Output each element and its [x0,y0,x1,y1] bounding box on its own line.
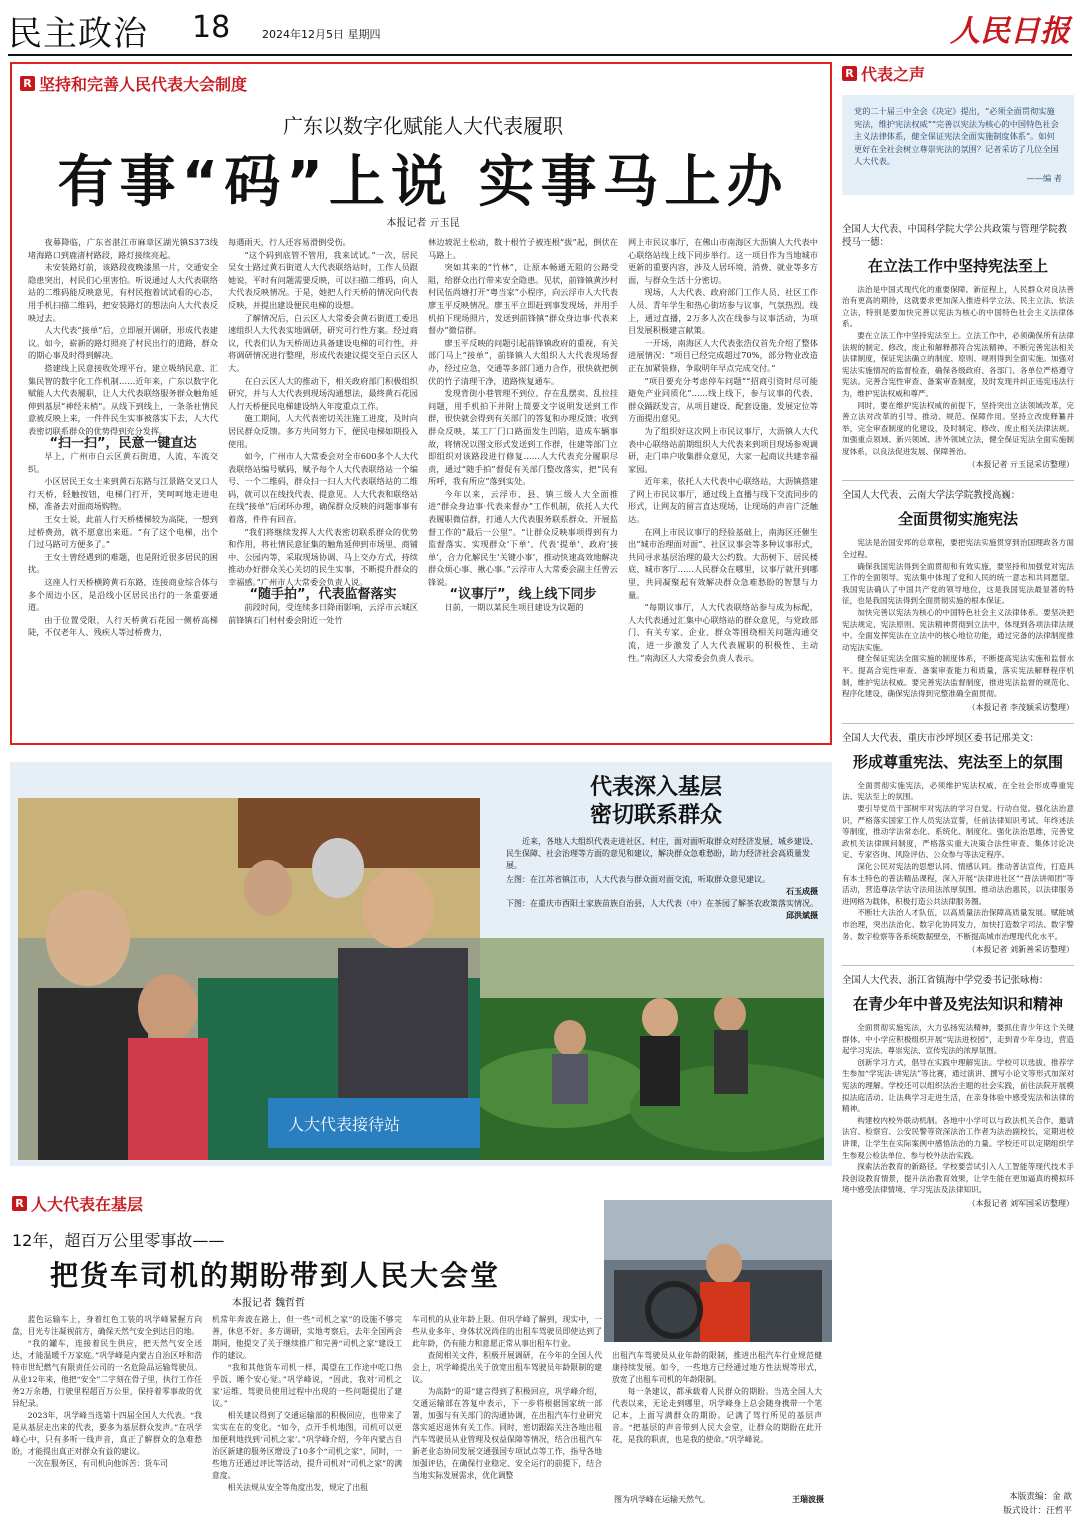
photo-credit: 邱洪斌摄 [786,909,818,920]
publication-date: 2024年12月5日 星期四 [262,28,381,41]
paragraph: 突如其来的“竹林”，让原本畅通无阻的公路受阻，给群众出行带来安全隐患。见状，前锋镇黄沙村村民伍尚塘打开“粤当家”小程序，向云浮市人大代表廖玉平反映情况。廖玉平立即赶到事发现场，并用手机拍下现场照片，发送到前锋镇“群众身边事·代表来督办”微信群。 [428,262,618,336]
paragraph: 相关法规从安全等角度出发，规定了出租 [227,1483,368,1492]
deputy-item [842,215,1074,471]
section-subhead: “扫一扫”，民意一键直达 [49,435,197,451]
bottom-headline: 把货车司机的期盼带到人民大会堂 [50,1259,501,1292]
deputy-intro: 全国人大代表、中国科学院大学公共政策与管理学院教授马一德： [842,223,1068,248]
reporter-credit: （本报记者 李茂颖采访整理） [967,702,1074,712]
column-label-text: 代表之声 [861,65,926,84]
paragraph: 查阅相关文件，积极开展调研，在今年的全国人代会上，巩学峰提出关于放宽出租车驾驶员年龄限制的建议。 [412,1351,602,1384]
paragraph: 在网上市民议事厅的经验基础上，南海区还催生出“城市治理面对面”、社区议事会等多种议事形式，共同寻求基层治理的最大公约数。大沥树下、居民楼底、城市客厅……人民群众在哪里，议事厅就开到哪里，共同凝聚起有效解决群众急难愁盼的智慧与力量。 [628,526,818,600]
caption-bottom: 下图：在重庆市酉阳土家族苗族自治县，人大代表（中）在茶园了解茶农政策落实情况。 [506,898,818,908]
title-line: 密切联系群众 [589,803,722,828]
paragraph: 施工期间，人大代表密切关注施工进度，及时向居民群众反馈。多方共同努力下，便民电梯如期投入使用。 [228,413,418,449]
paragraph: 如今，广州市人大常委会对全市600多个人大代表联络站编号赋码，赋予每个人大代表联络站一个编号、一个二维码，群众扫一扫人大代表联络站的二维码，就可以在线找代表、提意见。人大代表和联络站在线“接单”后闭环办理，确保群众反映的问题事事有着落，件件有回音。 [228,451,418,525]
photo-feature-title [486,774,826,830]
top-story [10,62,832,745]
photo-caption [506,836,818,922]
right-column-label [842,62,1074,85]
deputy-item [842,965,1074,1209]
paragraph: 一次在服务区，有司机向他诉苦：货车司 [27,1459,168,1468]
r-badge-icon: R [842,66,857,81]
paragraph: 法治是中国式现代化的重要保障。新征程上，人民群众对良法善治有更高的期待，这就要求更加深入推进科学立法、民主立法、依法立法，特别是要加快完善以宪法为核心的中国特色社会主义法律体系。 [842,284,1074,329]
paragraph: 不断壮大法治人才队伍，以高质量法治保障高质量发展。赋能城市治理，突出法治化、数字化协同发力，加快打造数字司法、数字警务、数字检察等各系统数据壁垒，不断提高城市治理现代化水平。 [842,908,1074,941]
deputy-intro: 全国人大代表、重庆市沙坪坝区委书记邢美文： [842,732,1039,744]
editor-signature: ——编 者 [1026,172,1062,183]
paragraph: 每遇雨天，行人还容易滑倒受伤。 [228,237,351,247]
story-body [28,236,818,736]
paragraph: 一开场，南海区人大代表张浩仪首先介绍了整体进展情况：“项目已经完成超过70%，部分物业改造正在加紧装修，争取明年早点完成交付。” [628,337,818,373]
paragraph: 要在立法工作中坚持宪法至上。立法工作中，必须确保所有法律法规的制定、修改、废止和解释都符合宪法精神。不断完善宪法相关法律制度，保证宪法确立的制度、原则、规则得到全面实施。加强对宪法实施情况的监督检查，确保各级政府、各部门、各单位严格遵守宪法。完善合宪性审查、备案审查制度，及时发现并纠正违宪违法行为，维护宪法权威和尊严。 [842,330,1074,398]
editor-note [842,95,1074,195]
deputy-title: 在青少年中普及宪法知识和精神 [852,995,1063,1014]
photo-truck-driver [604,1200,832,1342]
paragraph: 车司机的从业年龄上限。但巩学峰了解到，现实中，一些从业多年、身体状况尚佳的出租车驾驶员即使达到了此年龄，仍有能力和意愿正常从事出租车行业。 [412,1315,602,1348]
paragraph: 每一条建议，都承载着人民群众的期盼。当选全国人大代表以来，无论走到哪里，巩学峰身上总会随身携带一个笔记本，上面写满群众的期盼。记满了驾行所见的基层声音。“把基层的声音带到人民大会堂，让群众的期盼在此开花，是我的职责，也是我的使命。”巩学峰说。 [612,1387,822,1444]
paragraph: 要引导党员干部树牢对宪法的学习自觉、行动自觉。强化法治意识，严格落实国家工作人员宪法宣誓，任前法律知识考试、年终述法等制度，推动学法常态化、系统化、制度化。强化法治思维，完善党政机关法律顾问制度，严格落实重大决策合法性审查、集体讨论决定、专家咨询、风险评估、公众参与等法定程序。 [842,803,1074,860]
paragraph: 出租汽车驾驶员从业年龄的限制，推进出租汽车行业规范健康持续发展。如今，一些地方已经通过地方性法规等形式，放宽了出租车司机的年龄限制。 [612,1351,822,1384]
page-number: 18 [192,10,231,45]
paragraph: 今年以来，云浮市、县、镇三级人大全面推进“群众身边事·代表来督办”工作机制，依托人大代表履职微信群，打通人大代表服务联系群众、开展监督工作的“最后一公里”。“让群众反映事项得到有力监督落实、实现群众‘下单’、代表‘提单’、政府‘接单’，合力化解民生‘关键小事’，推动快速高效地解决群众烦心事、揪心事。”云浮市人大常委会副主任曾云锋说。 [428,488,618,588]
paragraph: 构建校内校外联动机制。各地中小学可以与政法机关合作，邀请法官、检察官、公安民警等资深法治工作者为法治副校长，定期进校讲课，让学生在实际案例中感悟法治的力量。学校还可以定期组织学生参观公检法单位、参与校外法治实践。 [842,1115,1074,1160]
newspaper-logo: 人民日报 [950,14,1070,49]
caption-intro: 近来，各地人大组织代表走进社区、村庄，面对面听取群众对经济发展、城乡建设、民生保障、社会治理等方面的意见和建议，解决群众急难愁盼，助力经济社会高质量发展。 [506,837,818,870]
bottom-column-label [12,1192,143,1215]
story-column-3 [428,236,618,736]
paragraph: “每期议事厅，人大代表联络站参与成为标配，人大代表通过汇集中心联络站的群众意见，与党政部门、有关专家、企业、群众等围绕相关问题沟通交流，进一步激发了人大代表履职的积极性、主动性。”南海区人大常委会负责人表示。 [628,602,818,663]
paragraph: 林边坡泥土松动，数十根竹子被连根“拔”起，倒伏在马路上。 [428,237,618,260]
paragraph: 确保我国宪法得到全面贯彻和有效实施，要坚持和加强党对宪法工作的全面领导。宪法集中体现了党和人民的统一意志和共同愿望。我国宪法确认了中国共产党的领导地位，这是我国宪法最显著的特征，也是我国宪法得到全面贯彻实施的根本保证。 [842,561,1074,606]
photo-tea-garden [480,938,824,1160]
paragraph: 蓝色运输车上，身着红色工装的巩学峰紧握方向盘，目光专注凝视前方，确保天然气安全到达目的地。 [12,1315,202,1336]
paragraph: 同时，要在维护宪法权威的前提下，坚持突出立法领域改革，完善立法对改革的引导、推动、规范、保障作用。坚持立改废释纂并举，完全审查制度的化建设，及时制定、修改、废止相关法律法规。加强重点领域、新兴领域、涉外领域立法，健全保证宪法全面实施制度体系，以良法促进发展、保障善治。 [842,400,1074,456]
deputy-body [842,537,1074,699]
deputy-body [842,780,1074,942]
paragraph: 王女士说，此前人行天桥楼梯较为高陡，一想到过桥费劲，就不愿意出来逛。“有了这个电梯，出个门过马路可方便多了。” [28,514,218,550]
editor-note-text: 党的二十届三中全会《决定》提出，“必须全面贯彻实施宪法，维护宪法权威”“完善以宪法为核心的中国特色社会主义法律体系，健全保证宪法全面实施制度体系”。如何更好在全社会树立尊崇宪法的氛围？记者采访了几位全国人大代表。 [854,106,1059,167]
caption-top: 左图：在江苏省镇江市，人大代表与群众面对面交流，听取群众意见建议。 [506,875,770,885]
bottom-byline: 本报记者 魏哲哲 [232,1298,306,1309]
paragraph: 相关建议得到了交通运输部的积极回应，也带来了实实在在的变化。“如今，点开手机地图，司机可以更加便利地找到‘司机之家’。”巩学峰介绍，今年内蒙古自治区新建的服务区增设了10多个“司机之家”，同时，一些地方还通过评比等活动，提升司机对“司机之家”的满意度。 [212,1411,402,1480]
section-subhead: “议事厅”，线上线下同步 [449,586,597,602]
photo-credit: 石玉成摄 [786,886,818,897]
story-column-1 [12,1314,202,1520]
paragraph: 搭建线上民意接收处理平台，建立吸纳民意、汇集民智的数字化工作机制……近年来，广东以数字化赋能人大代表履职，让人大代表联络服务群众触角延伸到基层“神经末梢”。从线下到线上，一条条社情民意被反映上来，一件件民生实事被落实下去，人大代表密切联系群众的优势得到充分发挥。 [28,362,218,436]
r-badge-icon: R [20,76,35,91]
paragraph: 宪法是治国安邦的总章程，要把宪法实施贯穿到治国理政各方面全过程。 [842,538,1074,560]
paragraph: 现场，人大代表、政府部门工作人员、社区工作人员、青年学生和热心街坊参与议事，气氛热烈。线上，通过直播，2万多人次在线参与议事活动，为项目发展积极建言献策。 [628,287,818,336]
paragraph: 前段时间，受连续多日降雨影响，云浮市云城区前锋镇石门村村委会附近一处竹 [228,602,418,625]
paragraph: 夜幕降临，广东省湛江市麻章区湖光镇S373线堵海路口到鹿渚村路段，路灯接续亮起。 [28,237,218,260]
story-column-1 [28,236,218,736]
paragraph: 人大代表“接单”后，立即展开调研，形成代表建议。如今，崭新的路灯照亮了村民出行的道路，群众的期心事及时得到解决。 [28,325,218,361]
paragraph: 未安装路灯前，该路段夜晚漆黑一片，交通安全隐患突出，村民们心里害怕。听说通过人大代表联络站的二维码能反映意见，有村民抱着试试看的心态，用手机扫描二维码，把安装路灯的想法向人大代表反映过去。 [28,262,218,323]
paragraph: 创新学习方式，倡导在实践中理解宪法。学校可以选拔、推荐学生参加“学宪法·讲宪法”等比赛，通过演讲、撰写小论文等形式加深对宪法的理解。学校还可以组织法治主题的社会实践，前往法院开展模拟法庭活动、让法典学习走进生活，在亲身体验中感受宪法和法律的精神。 [842,1057,1074,1114]
column-label-text: 坚持和完善人民代表大会制度 [39,75,248,94]
paragraph: “我和其他货车司机一样，渴望在工作途中吃口热乎饭、睡个安心觉。”巩学峰说，“因此，我对‘司机之家’运维、驾驶员使用过程中出现的一些问题提出了建议。” [212,1363,402,1408]
reporter-credit: （本报记者 刘军国采访整理） [967,1199,1074,1208]
paragraph: 为了组织好这次网上市民议事厅，大沥镇人大代表中心联络站前期组织人大代表来到项目现场参观调研，走门串户收集群众意见，大家一起商议共建幸福家园。 [628,425,818,474]
story-column-4 [612,1350,822,1490]
deputy-item [842,723,1074,955]
paragraph: 了解情况后，白云区人大常委会黄石街道工委迅速组织人大代表实地调研，研究可行性方案。经过商议，代表们认为天桥周边具备建设电梯的可行性，并将调研情况进行整理，形成代表建议提交至白云区人大。 [228,312,418,373]
paragraph: 王女士曾经遇到的难题，也是附近很多居民的困扰。 [28,551,218,575]
photo-deputies-meeting [18,798,480,1160]
column-label-text: 人大代表在基层 [31,1195,144,1214]
paragraph: 小区居民王女士来到黄石东路与江景路交叉口人行天桥，轻触按钮，电梯门打开，笑呵呵地走进电梯，准备去对面商场购物。 [28,476,218,512]
right-column [842,62,1074,1209]
paragraph: 探索法治教育的新路径。学校要尝试引入人工智能等现代技术手段创设教育情景，提升法治教育效果，让学生能在更加逼真的模拟环境中感受法律情境、学习宪法及法律知识。 [842,1162,1074,1195]
paragraph: 在白云区人大的推动下，相关政府部门积极组织研究，并与人大代表到现场沟通想法，最终黄石花园人行天桥便民电梯建设纳入年度重点工作。 [228,375,418,411]
story-column-4 [628,236,818,736]
paragraph: 加快完善以宪法为核心的中国特色社会主义法律体系。要坚决把宪法规定、宪法原则、宪法精神贯彻到立法中，体现到各项法律法规中。全面发挥宪法在立法中的核心地位功能，通过完备的法律制度推动宪法实施。 [842,608,1074,652]
paragraph: “我的罐车，连接着民生供应，把天然气安全送达，才能温暖千万家庭。”巩学峰是内蒙古自治区呼和浩特市世纪燃气有限责任公司的一名危险品运输驾驶员。从业12年来，他把“安全”二字刻在骨子里，执行工作任务2万余趟，行驶里程超百万公里，保持着零事故的优异纪录。 [12,1339,202,1408]
story-column-2 [228,236,418,736]
story-subtitle: 广东以数字化赋能人大代表履职 [283,114,563,138]
paragraph: 为高龄“的哥”建言得到了积极回应，巩学峰介绍，交通运输部在答复中表示，下一步将根据国家统一部署，加强与有关部门的沟通协调，在出租汽车行业研究落实延迟退休有关工作。同时，密切跟踪关注各地出租汽车驾驶员从业管理及权益保障等情况，结合出租汽车新老业态协同发展交通强国专项试点等工作，指导各地加强评估，在确保行业稳定、安全运行的前提下，结合当地实际发展需求，优化调整 [412,1387,602,1480]
photo-credit: 王瑞波摄 [792,1494,824,1504]
banner-text: 人大代表接待站 [288,1115,401,1134]
deputy-body [842,284,1074,458]
r-badge-icon: R [12,1196,27,1211]
section-name: 民主政治 [8,14,148,54]
deputy-title: 全面贯彻实施宪法 [897,510,1018,529]
story-column-2 [212,1314,402,1520]
paragraph: 发现背街小巷管理不到位、存在乱摆卖、乱拉挂问题，用手机拍下并附上简要文字说明发送到工作群，很快就会得到有关部门的答复和办理反馈；收到群众反映，某工厂门口路面发生凹陷，造成车辆事故，将情况以图文形式发送到工作群，住建等部门立即组织对该路段进行修复……人大代表充分履职尽责，通过“随手拍”督促有关部门整改落实，把“民有所呼，我有所应”落到实处。 [428,388,618,487]
truck-photo-caption [614,1494,824,1505]
bottom-subtitle: 12年，超百万公里零事故—— [12,1231,225,1250]
paragraph: 廖玉平反映的问题引起前锋镇政府的重视，有关部门马上“接单”，前锋镇人大组织人大代表现场督办，经过应急，交通等多部门通力合作，很快就把倒伏的竹子清理干净，道路恢复通车。 [428,337,618,386]
paragraph: 这座人行天桥横跨黄石东路，连接商业综合体与多个周边小区，是沿线小区居民出行的一条重要通道。 [28,577,218,613]
paragraph: 日前，一期以某民生项目建设为议题的 [444,602,584,613]
paragraph: 网上市民议事厅，在佛山市南海区大沥镇人大代表中心联络站线上线下同步举行。这一项目作为当地城市更新的重要内容，涉及人居环境、消费、就业等多方面，与群众生活十分密切。 [628,237,818,285]
masthead-divider [8,54,1072,56]
paragraph: “项目要充分考虑停车问题”“招商引资时尽可能避免产业同质化”……线上线下，参与议事的代表、群众踊跃发言，从项目建设、配套设施、发展定位等方面提出意见。 [628,375,818,424]
paragraph: “我们将继续发挥人大代表密切联系群众的优势和作用，将社情民意征集的触角延伸到市场里、商铺中、公园内等，采取现场协调、马上交办方式，持续推动办好群众关心关切的民生实事，不断提升群众的幸福感。”广州市人大常委会负责人说。 [228,526,418,588]
paragraph: 全面贯彻实施宪法，必须维护宪法权威，在全社会形成尊重宪法、宪法至上的氛围。 [842,780,1074,802]
paragraph: “这个码到底管不管用，我来试试。”一次，居民吴女士路过黄石街道人大代表联络站时，工作人员跟她说，平时有问题需要反映，可以扫描二维码，向人大代表反映情况。于是，她把人行天桥的情况向代表反映，并提出建设便民电梯的设想。 [228,249,418,310]
masthead [0,0,1080,58]
paragraph: 深化公民对宪法的思想认同、情感认同。推动普法宣传，打造具有本土特色的普法精品课程，深入开展“法律进社区”“普法讲师团”等活动，营造尊法学法守法用法浓厚氛围。推动法治惠民，以法律服务进网格为载体，积极打造公共法律服务圈。 [842,861,1074,906]
page-editor: 本版责编：金 歆 [1009,1492,1072,1502]
reporter-credit: （本报记者 刘新善采访整理） [967,945,1074,955]
section-subhead: “随手拍”，代表监督落实 [249,586,397,602]
deputy-intro: 全国人大代表、浙江省镇海中学党委书记张咏梅： [842,975,1049,987]
photo-feature [10,762,832,1166]
caption-text: 图为巩学峰在运输天然气。 [614,1495,710,1504]
design-editor: 版式设计：汪哲平 [1003,1506,1072,1516]
deputy-body [842,1022,1074,1196]
paragraph: 机常年奔波在路上，但一些“司机之家”的设施不够完善，休息不好。多方调研，实地考察后，去年全国两会期间，他提交了关于继续推广和完善“司机之家”建设工作的建议。 [212,1315,402,1360]
paragraph: 早上，广州市白云区黄石街道，人流、车流交织。 [28,451,218,474]
deputy-title: 形成尊重宪法、宪法至上的氛围 [852,752,1063,771]
deputy-item [842,480,1074,712]
reporter-credit: （本报记者 亓玉昆采访整理） [967,460,1074,470]
paragraph: 由于位置受限，人行天桥黄石花园一侧桥高梯陡，不仅老年人、残疾人等过桥费力， [28,614,218,638]
deputy-title: 在立法工作中坚持宪法至上 [867,256,1048,275]
paragraph: 全面贯彻实施宪法，大力弘扬宪法精神，要抓住青少年这个关键群体。中小学应积极组织开展“宪法进校园”，走到青少年身边，营造起学习宪法、尊崇宪法、宣传宪法的浓厚氛围。 [842,1023,1074,1056]
bottom-story-body [12,1314,602,1520]
title-line: 代表深入基层 [589,775,722,800]
deputy-intro: 全国人大代表、云南大学法学院教授高巍： [842,490,1021,502]
editors-credit [880,1490,1072,1518]
story-headline: 有事“码”上说 实事马上办 [57,150,789,215]
paragraph: 2023年，巩学峰当选第十四届全国人大代表。“我是从基层走出来的代表，要多为基层群众发声。”在巩学峰心中，只有多听一线声音，真正了解群众的急难愁盼，才能提出真正对群众有益的建议。 [12,1411,202,1456]
story-column-3 [412,1314,602,1520]
paragraph: 健全保证宪法全面实施的制度体系，不断提高宪法实施和监督水平。提高合宪性审查、备案审查能力和质量，落实宪法解释程序机制，维护宪法权威。要完善宪法监督制度，推进宪法监督的规范化、程序化建设，确保宪法得到完整准确全面贯彻。 [842,654,1074,699]
story-byline: 本报记者 亓玉昆 [386,218,460,229]
paragraph: 近年来，依托人大代表中心联络站，大沥镇搭建了网上市民议事厅，通过线上直播与线下交流同步的形式，让网友的留言直达现场，让现场的声音广泛触达。 [628,476,818,525]
top-column-label [20,72,247,95]
